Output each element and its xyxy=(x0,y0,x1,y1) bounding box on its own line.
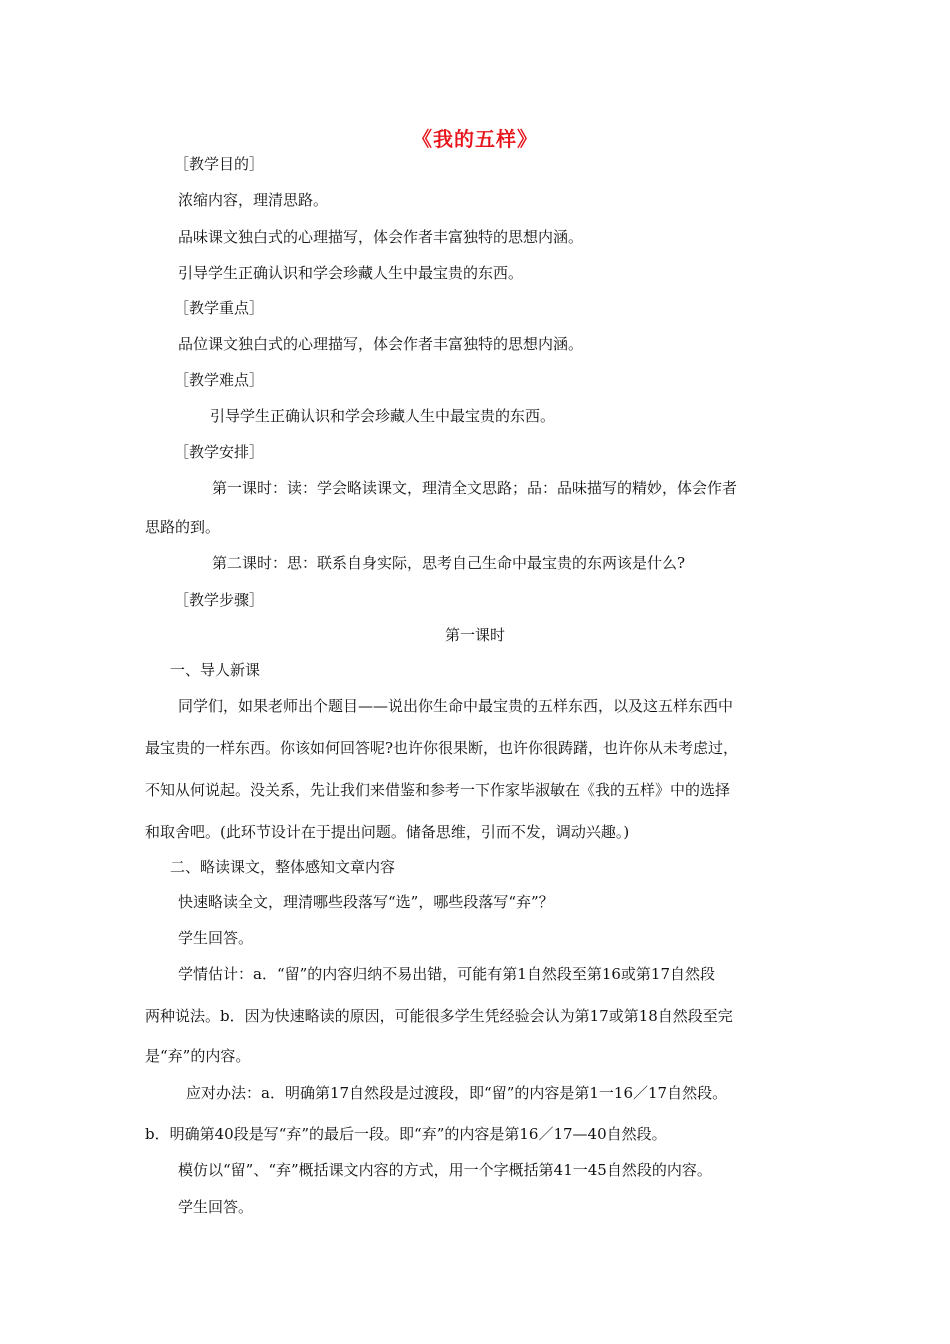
subsection-heading-first-lesson: 第一课时 xyxy=(444,626,505,644)
paragraph: 是“弃”的内容。 xyxy=(145,1047,251,1065)
subsection-heading: 一、导人新课 xyxy=(170,661,261,679)
paragraph: 引导学生正确认识和学会珍藏人生中最宝贵的东西。 xyxy=(210,407,556,425)
document-title: 《我的五样》 xyxy=(412,127,538,151)
paragraph: 和取舍吧。(此环节设计在于提出问题。储备思维，引而不发，调动兴趣。) xyxy=(145,823,630,841)
section-heading-key-points: ［教学重点］ xyxy=(174,299,265,317)
paragraph: 最宝贵的一样东西。你该如何回答呢?也许你很果断，也许你很踌躇，也许你从未考虑过， xyxy=(145,739,739,757)
paragraph: 浓缩内容，理清思路。 xyxy=(178,191,329,209)
paragraph: 学情估计：a．“留”的内容归纳不易出错，可能有第1自然段至第16或第17自然段 xyxy=(178,965,716,983)
paragraph: 品味课文独白式的心理描写，体会作者丰富独特的思想内涵。 xyxy=(178,228,584,246)
paragraph: 模仿以“留”、“弃”概括课文内容的方式，用一个字概括第41一45自然段的内容。 xyxy=(178,1161,712,1179)
paragraph: 应对办法：a．明确第17自然段是过渡段，即“留”的内容是第1一16／17自然段。 xyxy=(186,1084,728,1102)
paragraph: 学生回答。 xyxy=(178,1198,254,1216)
section-heading-objectives: ［教学目的］ xyxy=(174,155,265,173)
paragraph: 第一课时：读：学会略读课文，理清全文思路；品：品味描写的精妙，体会作者 xyxy=(212,479,738,497)
paragraph: 同学们，如果老师出个题目——说出你生命中最宝贵的五样东西，以及这五样东西中 xyxy=(178,697,734,715)
section-heading-difficulties: ［教学难点］ xyxy=(174,371,265,389)
paragraph: 不知从何说起。没关系，先让我们来借鉴和参考一下作家毕淑敏在《我的五样》中的选择 xyxy=(145,781,731,799)
paragraph: 两种说法。b．因为快速略读的原因，可能很多学生凭经验会认为第17或第18自然段至完 xyxy=(145,1007,733,1025)
paragraph: 学生回答。 xyxy=(178,929,254,947)
paragraph: 思路的到。 xyxy=(145,518,221,536)
section-heading-arrangement: ［教学安排］ xyxy=(174,443,265,461)
paragraph: 品位课文独白式的心理描写，体会作者丰富独特的思想内涵。 xyxy=(178,335,584,353)
paragraph: b．明确第40段是写“弃”的最后一段。即“弃”的内容是第16／17—40自然段。 xyxy=(145,1125,667,1143)
section-heading-steps: ［教学步骤］ xyxy=(174,591,265,609)
paragraph: 引导学生正确认识和学会珍藏人生中最宝贵的东西。 xyxy=(178,264,524,282)
paragraph: 第二课时：思：联系自身实际，思考自己生命中最宝贵的东两该是什么? xyxy=(212,554,686,572)
subsection-heading: 二、略读课文，整体感知文章内容 xyxy=(170,858,396,876)
paragraph: 快速略读全文，理清哪些段落写“选”，哪些段落写“弃”？ xyxy=(178,893,554,911)
